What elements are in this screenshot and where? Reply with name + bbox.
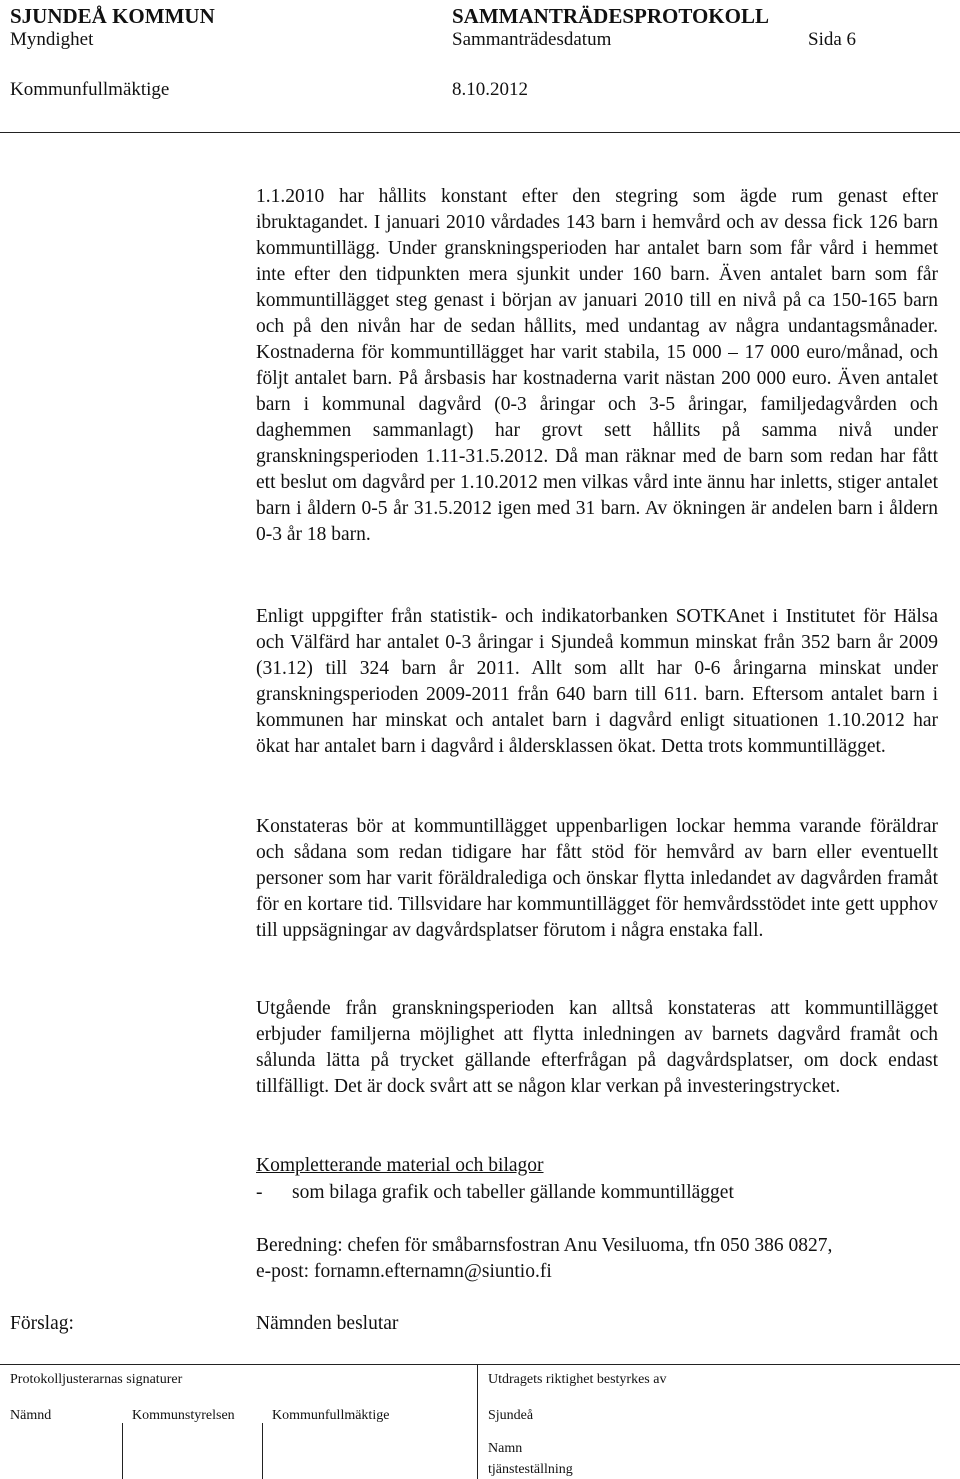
preparation-line-1: Beredning: chefen för småbarnsfostran Anu Vesiluoma, tfn 050 386 0827,: [256, 1235, 833, 1256]
document-type: SAMMANTRÄDESPROTOKOLL: [452, 4, 769, 28]
authority-label: Myndighet: [10, 29, 94, 50]
header-divider: [0, 132, 960, 133]
attachment-item: som bilaga grafik och tabeller gällande kommuntillägget: [292, 1182, 734, 1203]
signature-footer: [0, 1364, 960, 1479]
paragraph-4: Utgående från granskningsperioden kan alltså konstateras att kommuntillägget erbjuder familjerna möjlighet att flytta inledningen av barnets dagvård framåt och sålunda lätta på trycket gällande efterfrågan på dagvårdsplatser, om dock endast tillfälligt. Det är dock svårt att se någon klar verkan på investeringstrycket.: [256, 998, 938, 1097]
meeting-date-label: Sammanträdesdatum: [452, 29, 612, 50]
signature-col-namnd: Nämnd: [10, 1408, 52, 1423]
title-label: tjänsteställning: [488, 1462, 573, 1477]
footer-divider: [262, 1423, 263, 1479]
attachments-heading: Kompletterande material och bilagor: [256, 1155, 544, 1176]
org-name: SJUNDEÅ KOMMUN: [10, 4, 215, 28]
paragraph-3: Konstateras bör at kommuntillägget uppenbarligen lockar hemma varande föräldrar och sådana som redan tidigare har fått stöd för hemvård av barn eller eventuellt personer som har varit föräldralediga och önskar flytta inledandet av dagvården framåt för en kortare tid. Tillsvidare har kommuntillägget för hemvårdsstödet inte gett upphov till uppsägningar av dagvårdsplatser förutom i några enstaka fall.: [256, 816, 938, 941]
attachment-bullet: -: [256, 1182, 263, 1203]
certify-label: Utdragets riktighet bestyrkes av: [488, 1372, 667, 1387]
paragraph-1: 1.1.2010 har hållits konstant efter den stegring som ägde rum genast efter ibruktagandet. I januari 2010 vårdades 143 barn i hemvård och av dessa fick 126 barn kommuntillägg. Under granskningsperioden har antalet barn som får vård i hemmet inte efter den tidpunkten mera sjunkit under 160 barn. Även antalet barn som får kommuntillägget steg genast i början av januari 2010 till en nivå på ca 150-165 barn och på den nivån har de sedan hållits, med undantag av några undantagsmånader. Kostnaderna för kommuntillägget har varit stabila, 15 000 – 17 000 euro/månad, och följt antalet barn. På årsbasis har kostnaderna varit nästan 200 000 euro. Även antalet barn i kommunal dagvård (0-3 åringar och 3-5 åringar, familjedagvården och daghemmen sammanlagt) har grovt sett hållits på samma nivå under granskningsperioden 1.11-31.5.2012. Då man räknar med de barn som redan har fått ett beslut om dagvård per 1.10.2012 men vilkas vård inte ännu har inletts, stiger antalet barn i åldern 0-5 år 31.5.2012 igen med 31 barn. Av ökningen är andelen barn i åldern 0-3 år 18 barn.: [256, 186, 938, 545]
signatures-label: Protokolljusterarnas signaturer: [10, 1372, 183, 1387]
signature-col-kommunfullmaktige: Kommunfullmäktige: [272, 1408, 390, 1423]
signature-col-sjundea: Sjundeå: [488, 1408, 534, 1423]
footer-divider: [122, 1423, 123, 1479]
meeting-date: 8.10.2012: [452, 79, 528, 100]
proposal-text: Nämnden beslutar: [256, 1313, 399, 1334]
proposal-label: Förslag:: [10, 1313, 74, 1334]
paragraph-2: Enligt uppgifter från statistik- och indikatorbanken SOTKAnet i Institutet för Hälsa och Välfärd har antalet 0-3 åringar i Sjundeå kommun minskat från 352 barn år 2009 (31.12) till 324 barn år 2011. Allt som allt har 0-6 åringarna minskat under granskningsperioden 2009-2011 från 640 barn till 611. barn. Eftersom antalet barn i kommunen har minskat och antalet barn i dagvård enligt situationen 1.10.2012 har ökat har antalet barn i dagvård i åldersklassen ökat. Detta trots kommuntillägget.: [256, 606, 938, 757]
signature-col-kommunstyrelsen: Kommunstyrelsen: [132, 1408, 235, 1423]
footer-divider: [477, 1365, 478, 1479]
page-number: Sida 6: [808, 29, 857, 50]
name-label: Namn: [488, 1441, 523, 1456]
authority-name: Kommunfullmäktige: [10, 79, 170, 100]
preparation-email: e-post: fornamn.efternamn@siuntio.fi: [256, 1261, 552, 1282]
